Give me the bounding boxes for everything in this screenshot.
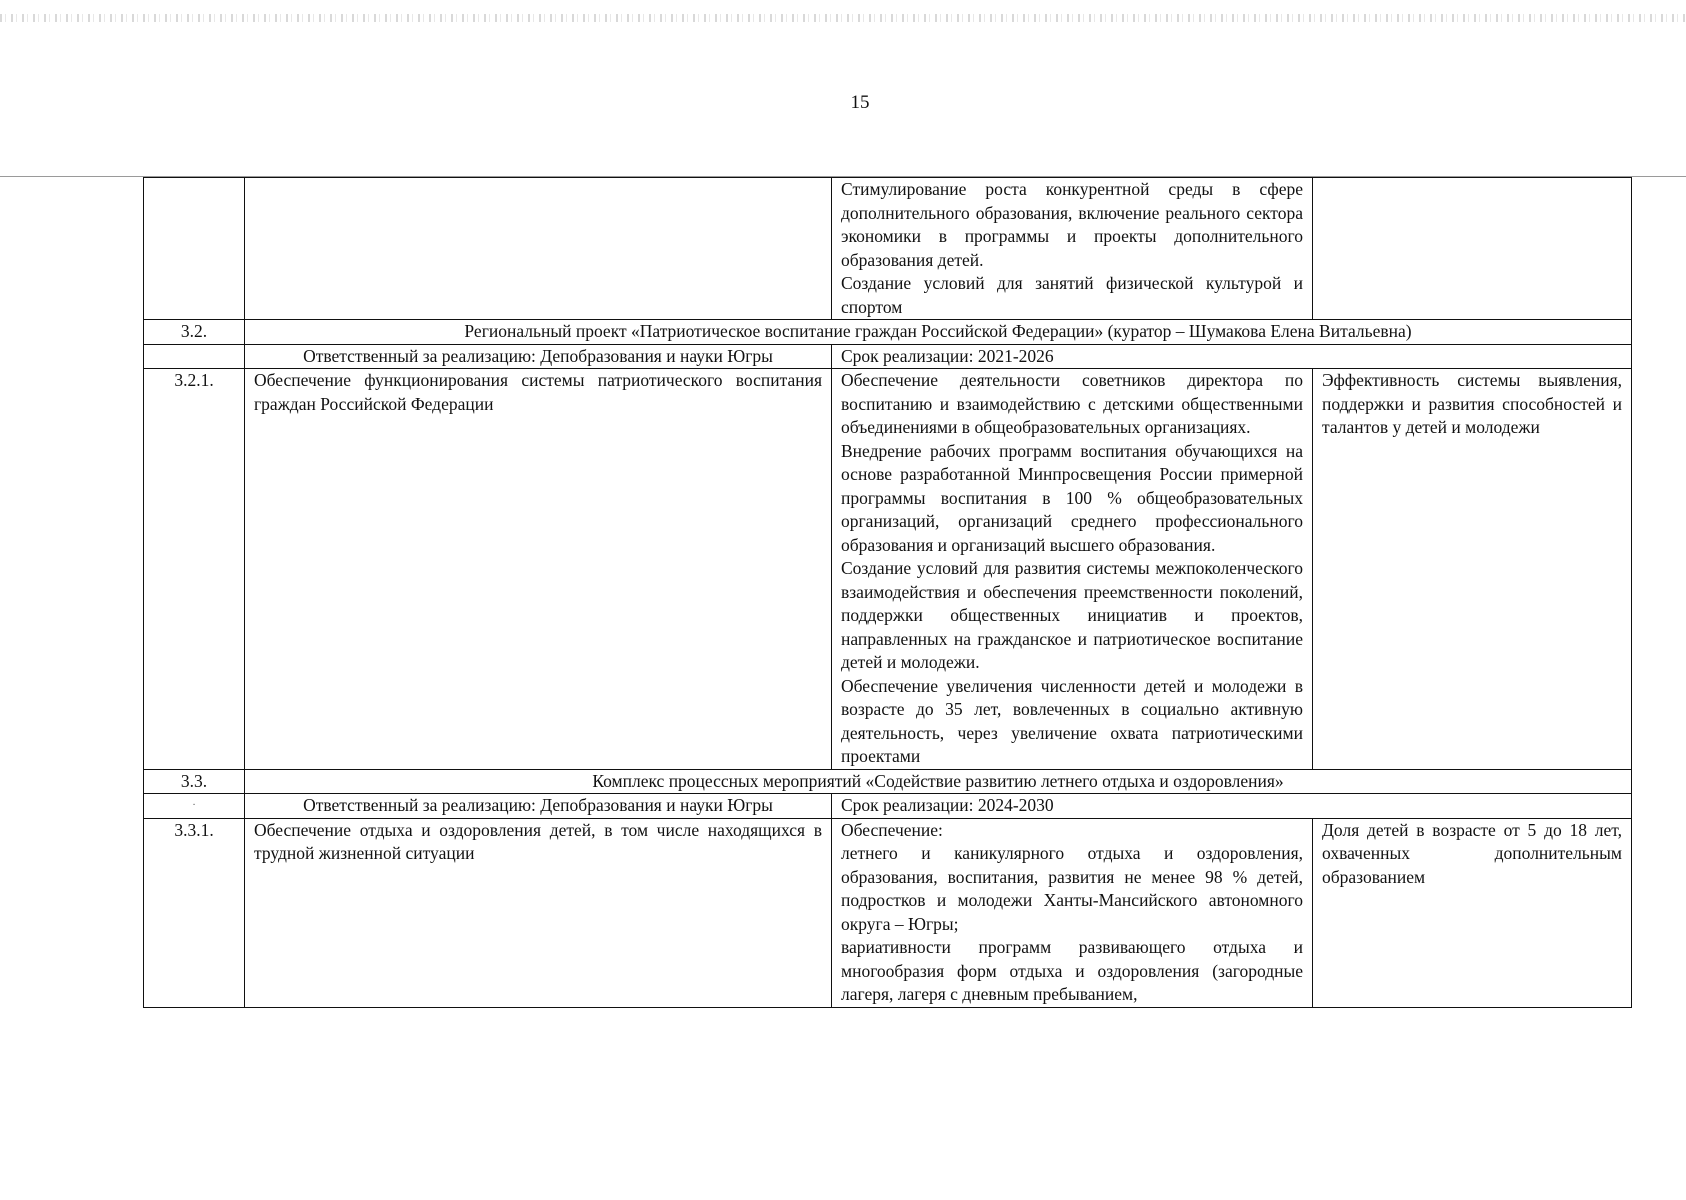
task-cell [245, 178, 832, 320]
table-row-section-3-3 [144, 769, 1632, 794]
effect-paragraph: вариативности программ развивающего отдыха и многообразия форм отдыха и оздоровления (загородные лагеря, лагеря с дневным пребыванием, [841, 937, 1303, 1004]
effect-paragraph: Обеспечение увеличения численности детей и молодежи в возрасте до 35 лет, вовлеченных в социально активную деятельность, через увеличение охвата патриотическими проектами [841, 675, 1303, 766]
scan-artifact-top [0, 14, 1686, 22]
section-number: 3.3. [144, 769, 245, 794]
effect-paragraph: Обеспечение деятельности советников директора по воспитанию и взаимодействию с детскими общественными объединениями в общеобразовательных организациях. [841, 370, 1303, 437]
table-row-responsible-3-3 [144, 794, 1632, 819]
responsible-cell: Ответственный за реализацию: Депобразования и науки Югры [245, 794, 832, 819]
period-cell: Срок реализации: 2024-2030 [832, 794, 1632, 819]
section-number: 3.2. [144, 320, 245, 345]
task-cell: Обеспечение отдыха и оздоровления детей, в том числе находящихся в трудной жизненной ситуации [245, 818, 832, 1007]
table-row-3-3-1 [144, 818, 1632, 1007]
period-cell: Срок реализации: 2021-2026 [832, 344, 1632, 369]
effect-paragraph: Обеспечение: [841, 819, 943, 840]
num-cell [144, 178, 245, 320]
table-row-continuation [144, 178, 1632, 320]
indicator-cell: Эффективность системы выявления, поддержки и развития способностей и талантов у детей и молодежи [1313, 369, 1632, 770]
scan-dot-mark: · [192, 800, 196, 811]
table-row-3-2-1 [144, 369, 1632, 770]
num-cell [144, 344, 245, 369]
effects-cell [832, 178, 1313, 320]
item-number: 3.3.1. [144, 818, 245, 1007]
program-table [143, 177, 1632, 1008]
effect-paragraph: Внедрение рабочих программ воспитания обучающихся на основе разработанной Минпросвещения России примерной программы воспитания в 100 % общеобразовательных организаций, организаций среднего профессионального образования и организаций высшего образования. [841, 440, 1303, 555]
task-cell: Обеспечение функционирования системы патриотического воспитания граждан Российской Федерации [245, 369, 832, 770]
effect-paragraph: Стимулирование роста конкурентной среды в сфере дополнительного образования, включение реального сектора экономики в программы и проекты дополнительного образования детей. [841, 179, 1303, 270]
page-number: 15 [850, 92, 870, 113]
table-row-section-3-2 [144, 320, 1632, 345]
table-row-responsible-3-2 [144, 344, 1632, 369]
responsible-cell: Ответственный за реализацию: Депобразования и науки Югры [245, 344, 832, 369]
section-title: Региональный проект «Патриотическое воспитание граждан Российской Федерации» (куратор – Шумакова Елена Витальевна) [245, 320, 1632, 345]
effects-cell [832, 369, 1313, 770]
num-cell [144, 794, 245, 819]
effects-cell [832, 818, 1313, 1007]
indicator-cell: Доля детей в возрасте от 5 до 18 лет, охваченных дополнительным образованием [1313, 818, 1632, 1007]
effect-paragraph: Создание условий для занятий физической культурой и спортом [841, 273, 1303, 317]
item-number: 3.2.1. [144, 369, 245, 770]
indicator-cell [1313, 178, 1632, 320]
section-title: Комплекс процессных мероприятий «Содействие развитию летнего отдыха и оздоровления» [245, 769, 1632, 794]
effect-paragraph: летнего и каникулярного отдыха и оздоровления, образования, воспитания, развития не менее 98 % детей, подростков и молодежи Ханты-Мансийского автономного округа – Югры; [841, 843, 1303, 934]
effect-paragraph: Создание условий для развития системы межпоколенческого взаимодействия и обеспечения преемственности поколений, поддержки общественных инициатив и проектов, направленных на гражданское и патриотическое воспитание детей и молодежи. [841, 558, 1303, 672]
